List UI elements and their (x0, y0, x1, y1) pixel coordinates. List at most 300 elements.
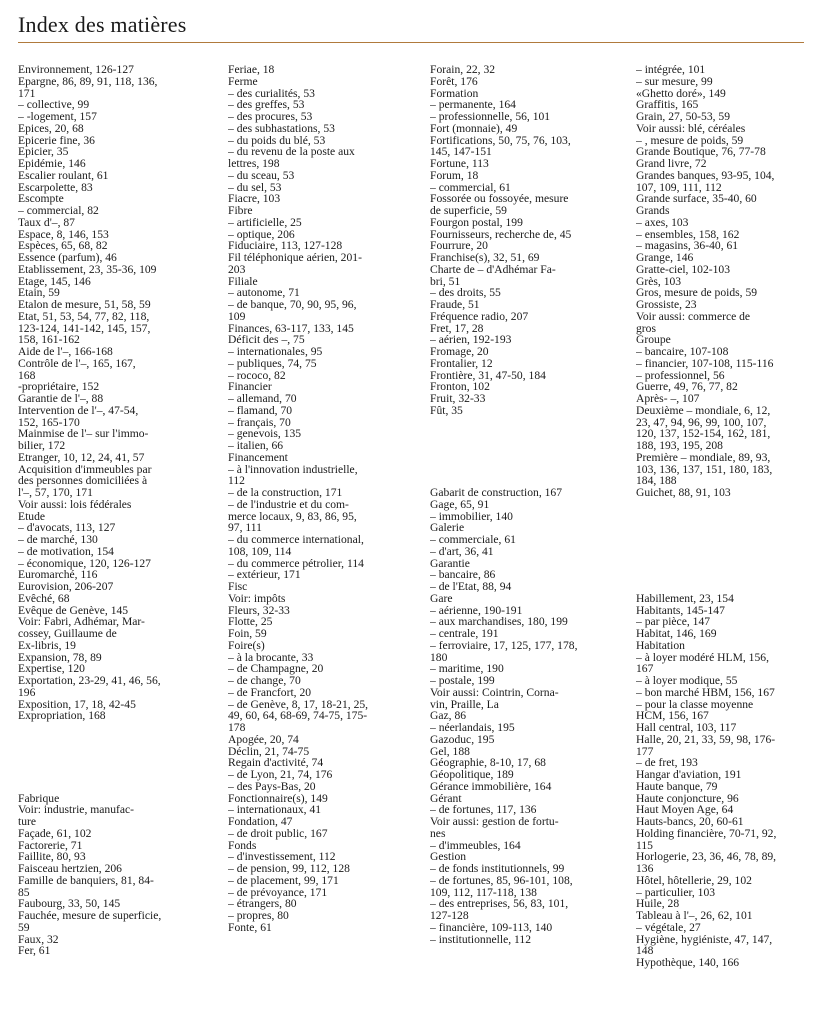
index-entry: – optique, 206 (228, 227, 295, 241)
index-entry: Voir: impôts (228, 591, 286, 605)
index-entry: Epicier, 35 (18, 145, 69, 159)
blank-line (430, 428, 602, 440)
index-entry: – d'art, 36, 41 (430, 544, 494, 558)
index-entry: Hall central, 103, 117 (636, 721, 737, 734)
index-column-2 (228, 64, 400, 1020)
index-entry: Epargne, 86, 89, 91, 118, 136, (18, 74, 158, 88)
index-entry: Groupe (636, 333, 671, 347)
index-entry: Evêché, 68 (18, 591, 70, 605)
index-entry: Fourgon postal, 199 (430, 215, 523, 229)
index-entry: Gérance immobilière, 164 (430, 779, 552, 793)
index-entry: 196 (18, 685, 36, 699)
index-entry: Grain, 27, 50-53, 59 (636, 110, 731, 123)
index-entry: – d'investissement, 112 (228, 850, 336, 864)
index-entry: Gage, 65, 91 (430, 497, 490, 511)
index-entry: Après- –, 107 (636, 392, 700, 405)
index-entry: Environnement, 126-127 (18, 64, 134, 76)
index-entry: – commerciale, 61 (430, 533, 516, 546)
blank-line (430, 440, 602, 452)
index-entry: Hangar d'aviation, 191 (636, 768, 742, 781)
index-entry: Espèces, 65, 68, 82 (18, 239, 108, 253)
index-entry: Etude (18, 509, 46, 523)
index-entry: – pour la classe moyenne (636, 697, 754, 711)
index-entry: Feriae, 18 (228, 64, 275, 76)
index-entry: Fournisseurs, recherche de, 45 (430, 227, 572, 241)
index-entry: – commercial, 61 (430, 180, 511, 194)
index-entry: – extérieur, 171 (228, 568, 301, 582)
index-entry: – néerlandais, 195 (430, 721, 515, 734)
index-column-1 (18, 64, 190, 1020)
index-entry: Grande surface, 35-40, 60 (636, 192, 757, 206)
index-entry: Escompte (18, 192, 64, 206)
index-entry: – aérien, 192-193 (430, 333, 512, 347)
index-entry: Grands (636, 204, 670, 217)
index-entry: Grossiste, 23 (636, 298, 697, 311)
index-entry: Epicerie fine, 36 (18, 133, 95, 147)
index-entry: lettres, 198 (228, 157, 280, 170)
blank-line (636, 581, 808, 593)
index-entry: Filiale (228, 274, 258, 288)
index-entry: Formation (430, 86, 479, 100)
index-entry: Fortune, 113 (430, 157, 489, 170)
index-entry: 49, 60, 64, 68-69, 74-75, 175- (228, 709, 368, 723)
index-entry: Halle, 20, 21, 33, 59, 98, 176- (636, 732, 776, 746)
index-entry: – axes, 103 (636, 215, 689, 229)
index-entry: Fibre (228, 204, 253, 217)
index-entry: – financier, 107-108, 115-116 (636, 356, 774, 370)
index-entry: – allemand, 70 (228, 392, 297, 405)
index-entry: – du poids du blé, 53 (228, 133, 326, 147)
index-entry: – -logement, 157 (18, 110, 97, 123)
index-entry: Escalier roulant, 61 (18, 168, 109, 182)
index-entry: 203 (228, 262, 246, 276)
index-entry: Faillite, 80, 93 (18, 850, 86, 864)
index-entry: Fût, 35 (430, 403, 463, 417)
index-entry: – des curialités, 53 (228, 86, 315, 100)
index-entry: – de la construction, 171 (228, 486, 343, 499)
index-entry: – de Francfort, 20 (228, 685, 312, 699)
index-entry: – du sel, 53 (228, 180, 282, 194)
index-entry: Galerie (430, 521, 465, 535)
index-entry: Grange, 146 (636, 251, 694, 264)
index-entry: Voir aussi: commerce de (636, 309, 751, 323)
index-entry: – de prévoyance, 171 (228, 885, 328, 899)
index-entry: Essence (parfum), 46 (18, 251, 117, 264)
index-entry: – de droit public, 167 (228, 826, 328, 840)
index-entry: – publiques, 74, 75 (228, 356, 317, 370)
index-entry: – intégrée, 101 (636, 64, 706, 76)
blank-line (18, 734, 190, 746)
index-entry: 145, 147-151 (430, 145, 492, 159)
index-entry: 59 (18, 920, 30, 934)
index-entry: Gel, 188 (430, 744, 470, 758)
index-entry: ture (18, 815, 37, 828)
index-entry: Faux, 32 (18, 932, 59, 946)
index-entry: Fromage, 20 (430, 345, 489, 358)
index-entry: Ex-libris, 19 (18, 638, 76, 652)
index-entry: – propres, 80 (228, 909, 289, 922)
index-entry: Grès, 103 (636, 274, 682, 288)
index-entry: Habillement, 23, 154 (636, 591, 734, 605)
index-entry: 109, 112, 117-118, 138 (430, 885, 537, 899)
index-entry: Mainmise de l'– sur l'immo- (18, 427, 149, 441)
index-entry: 148 (636, 944, 654, 958)
index-entry: Géographie, 8-10, 17, 68 (430, 756, 546, 770)
page-title: Index des matières (18, 12, 187, 37)
index-entry: Faisceau hertzien, 206 (18, 862, 122, 875)
blank-line (636, 534, 808, 546)
index-entry: Expansion, 78, 89 (18, 650, 102, 664)
index-entry: – ensembles, 158, 162 (636, 227, 740, 241)
index-entry: Garantie de l'–, 88 (18, 392, 104, 405)
index-entry: Hauts-bancs, 20, 60-61 (636, 815, 744, 828)
blank-line (636, 522, 808, 534)
index-entry: Fondation, 47 (228, 815, 293, 828)
index-entry: Fleurs, 32-33 (228, 603, 290, 617)
index-entry: gros (636, 321, 656, 335)
blank-line (18, 746, 190, 758)
index-entry: – des subhastations, 53 (228, 121, 335, 135)
index-entry: Foin, 59 (228, 627, 267, 640)
index-entry: Habitants, 145-147 (636, 603, 725, 617)
index-entry: 188, 193, 195, 208 (636, 439, 723, 452)
index-entry: – du commerce international, (228, 533, 364, 546)
index-entry: Gérant (430, 791, 462, 805)
index-entry: Fréquence radio, 207 (430, 309, 529, 323)
index-entry: 115 (636, 838, 653, 852)
index-entry: 184, 188 (636, 474, 677, 488)
index-entry: – du sceau, 53 (228, 168, 295, 182)
index-entry: – économique, 120, 126-127 (18, 556, 151, 570)
index-entry: Escarpolette, 83 (18, 180, 93, 194)
index-entry: de superficie, 59 (430, 204, 507, 217)
index-entry: Habitation (636, 638, 685, 652)
page-header (18, 8, 804, 43)
index-entry: Voir aussi: gestion de fortu- (430, 815, 559, 828)
index-entry: Fraude, 51 (430, 298, 480, 311)
blank-line (18, 722, 190, 734)
index-entry: – collective, 99 (18, 98, 90, 112)
index-entry: – bancaire, 86 (430, 568, 496, 582)
index-entry: Espace, 8, 146, 153 (18, 227, 109, 241)
index-entry: – italien, 66 (228, 439, 284, 452)
index-entry: 178 (228, 721, 246, 734)
index-entry: Finances, 63-117, 133, 145 (228, 321, 354, 335)
index-entry: Charte de – d'Adhémar Fa- (430, 262, 556, 276)
index-entry: Gratte-ciel, 102-103 (636, 262, 731, 276)
blank-line (18, 769, 190, 781)
index-entry: – sur mesure, 99 (636, 74, 713, 88)
index-entry: «Ghetto doré», 149 (636, 86, 726, 100)
index-entry: – autonome, 71 (228, 286, 300, 300)
index-entry: – , mesure de poids, 59 (636, 133, 744, 147)
index-entry: Grande Boutique, 76, 77-78 (636, 145, 766, 159)
index-entry: 171 (18, 86, 36, 100)
index-entry: Financement (228, 450, 288, 464)
index-entry: Gros, mesure de poids, 59 (636, 286, 758, 300)
index-entry: Fauchée, mesure de superficie, (18, 909, 162, 922)
index-entry: 23, 47, 94, 96, 99, 100, 107, (636, 415, 767, 429)
index-entry: Exposition, 17, 18, 42-45 (18, 697, 136, 711)
index-entry: – de Champagne, 20 (228, 662, 324, 676)
index-entry: Gaz, 86 (430, 709, 467, 723)
index-entry: Grandes banques, 93-95, 104, (636, 168, 775, 182)
index-entry: Fabrique (18, 791, 60, 805)
index-entry: – aux marchandises, 180, 199 (430, 615, 568, 629)
index-entry: – internationaux, 41 (228, 803, 322, 817)
index-entry: – des Pays-Bas, 20 (228, 779, 316, 793)
index-entry: – particulier, 103 (636, 885, 716, 899)
index-entry: Flotte, 25 (228, 615, 273, 629)
index-entry: Fisc (228, 580, 248, 593)
index-entry: Fer, 61 (18, 944, 51, 958)
index-entry: Forum, 18 (430, 168, 479, 182)
index-entry: – des entreprises, 56, 83, 101, (430, 897, 569, 911)
index-entry: Horlogerie, 23, 36, 46, 78, 89, (636, 850, 777, 864)
index-entry: 152, 165-170 (18, 415, 80, 429)
index-entry: Etain, 59 (18, 286, 60, 300)
index-entry: Hygiène, hygiéniste, 47, 147, (636, 932, 773, 946)
index-entry: 109 (228, 309, 246, 323)
index-entry: – d'avocats, 113, 127 (18, 521, 116, 535)
index-entry: Voir: Fabri, Adhémar, Mar- (18, 615, 145, 629)
index-entry: Famille de banquiers, 81, 84- (18, 873, 154, 887)
index-entry: HCM, 156, 167 (636, 709, 709, 723)
blank-line (636, 569, 808, 581)
index-entry: – institutionnelle, 112 (430, 932, 532, 946)
index-column-4 (636, 64, 808, 1020)
index-entry: Huile, 28 (636, 897, 680, 911)
index-entry: Fruit, 32-33 (430, 392, 486, 405)
index-entry: Contrôle de l'–, 165, 167, (18, 356, 136, 370)
index-entry: – de pension, 99, 112, 128 (228, 862, 350, 875)
index-entry: Fortifications, 50, 75, 76, 103, (430, 133, 571, 147)
index-entry: – magasins, 36-40, 61 (636, 239, 739, 253)
index-entry: nes (430, 826, 446, 840)
index-entry: – commercial, 82 (18, 204, 99, 217)
index-entry: Fourrure, 20 (430, 239, 488, 253)
index-entry: Gabarit de construction, 167 (430, 486, 563, 499)
index-entry: Franchise(s), 32, 51, 69 (430, 251, 540, 264)
index-entry: Taux d'–, 87 (18, 215, 75, 229)
index-entry: – étrangers, 80 (228, 897, 297, 911)
index-entry: Forêt, 176 (430, 74, 478, 88)
index-entry: Gazoduc, 195 (430, 732, 495, 746)
index-entry: Forain, 22, 32 (430, 64, 496, 76)
index-entry: 108, 109, 114 (228, 544, 292, 558)
index-entry: 180 (430, 650, 448, 664)
index-entry: Fronton, 102 (430, 380, 490, 394)
index-entry: Fiduciaire, 113, 127-128 (228, 239, 343, 253)
index-entry: Haute conjoncture, 96 (636, 791, 739, 805)
index-entry: Regain d'activité, 74 (228, 756, 324, 770)
index-entry: Etage, 145, 146 (18, 274, 91, 288)
index-entry: Garantie (430, 556, 470, 570)
index-entry: Façade, 61, 102 (18, 826, 92, 840)
index-entry: Voir: industrie, manufac- (18, 803, 135, 817)
index-entry: Guichet, 88, 91, 103 (636, 486, 731, 499)
index-entry: 120, 137, 152-154, 162, 181, (636, 427, 771, 441)
index-entry: Frontalier, 12 (430, 356, 493, 370)
index-entry: Faubourg, 33, 50, 145 (18, 897, 121, 911)
index-entry: – postale, 199 (430, 674, 495, 687)
index-entry: – de fortunes, 85, 96-101, 108, (430, 873, 573, 887)
index-entry: – ferroviaire, 17, 125, 177, 178, (430, 638, 578, 652)
index-entry: Voir aussi: blé, céréales (636, 121, 746, 135)
index-entry: 97, 111 (228, 521, 262, 535)
index-entry: – végétale, 27 (636, 920, 701, 934)
index-entry: 107, 109, 111, 112 (636, 180, 722, 194)
index-entry: – à la brocante, 33 (228, 650, 314, 664)
index-entry: – de fonds institutionnels, 99 (430, 862, 565, 875)
index-entry: – immobilier, 140 (430, 509, 513, 523)
index-entry: Expertise, 120 (18, 662, 85, 676)
index-entry: Factorerie, 71 (18, 838, 83, 852)
blank-line (636, 499, 808, 511)
index-entry: Epidémie, 146 (18, 157, 86, 170)
index-entry: Voir aussi: Cointrin, Corna- (430, 685, 559, 699)
index-entry: 127-128 (430, 909, 469, 922)
index-entry: Hypothèque, 140, 166 (636, 956, 740, 969)
index-entry: bilier, 172 (18, 439, 66, 452)
index-entry: 177 (636, 744, 654, 758)
index-entry: Fort (monnaie), 49 (430, 121, 518, 135)
index-entry: Déclin, 21, 74-75 (228, 744, 310, 758)
index-entry: 136 (636, 862, 654, 875)
index-entry: Frontière, 31, 47-50, 184 (430, 368, 546, 382)
index-entry: Hôtel, hôtellerie, 29, 102 (636, 873, 752, 887)
index-entry: Holding financière, 70-71, 92, (636, 826, 777, 840)
index-entry: – de marché, 130 (18, 533, 98, 546)
index-entry: – aérienne, 190-191 (430, 603, 523, 617)
index-entry: Fonctionnaire(s), 149 (228, 791, 328, 805)
index-entry: Financier (228, 380, 272, 394)
index-entry: – de motivation, 154 (18, 544, 114, 558)
index-entry: – de banque, 70, 90, 95, 96, (228, 298, 357, 311)
index-entry: – flamand, 70 (228, 403, 293, 417)
index-entry: – à loyer modéré HLM, 156, (636, 650, 769, 664)
index-entry: Etalon de mesure, 51, 58, 59 (18, 298, 151, 311)
index-entry: – du commerce pétrolier, 114 (228, 556, 364, 570)
blank-line (430, 452, 602, 464)
index-entry: 123-124, 141-142, 145, 157, (18, 321, 151, 335)
index-entry: Gestion (430, 850, 467, 864)
index-entry: 112 (228, 474, 245, 488)
index-entry: – de change, 70 (228, 674, 301, 687)
index-entry: – professionnel, 56 (636, 368, 725, 382)
index-entry: – permanente, 164 (430, 98, 516, 112)
index-entry: Etranger, 10, 12, 24, 41, 57 (18, 450, 145, 464)
index-entry: – de l'industrie et du com- (228, 497, 349, 511)
index-entry: Tableau à l'–, 26, 62, 101 (636, 909, 753, 922)
index-entry: Fil téléphonique aérien, 201- (228, 251, 362, 264)
index-entry: Grand livre, 72 (636, 157, 707, 170)
index-entry: – d'immeubles, 164 (430, 838, 521, 852)
index-entry: 85 (18, 885, 30, 899)
index-entry: – à l'innovation industrielle, (228, 462, 358, 476)
index-column-3 (430, 64, 602, 1020)
index-entry: – bon marché HBM, 156, 167 (636, 685, 775, 699)
blank-line (430, 417, 602, 429)
blank-line (636, 546, 808, 558)
index-entry: Foire(s) (228, 638, 265, 652)
index-entry: 168 (18, 368, 36, 382)
index-entry: Ferme (228, 74, 258, 88)
index-entry: -propriétaire, 152 (18, 380, 100, 394)
index-entry: l'–, 57, 170, 171 (18, 486, 93, 499)
index-entry: Etablissement, 23, 35-36, 109 (18, 262, 157, 276)
index-entry: – genevois, 135 (228, 427, 302, 441)
index-entry: Fonte, 61 (228, 920, 272, 934)
index-entry: Première – mondiale, 89, 93, (636, 450, 771, 464)
index-entry: Aide de l'–, 166-168 (18, 345, 113, 358)
index-entry: – rococo, 82 (228, 368, 286, 382)
blank-line (636, 511, 808, 523)
index-entry: – maritime, 190 (430, 662, 504, 676)
index-entry: – du revenu de la poste aux (228, 145, 355, 159)
index-entry: – des procures, 53 (228, 110, 313, 123)
index-entry: Expropriation, 168 (18, 709, 106, 723)
index-entry: – internationales, 95 (228, 345, 323, 358)
index-entry: – artificielle, 25 (228, 215, 302, 229)
index-entry: Acquisition d'immeubles par (18, 462, 152, 476)
index-entry: – centrale, 191 (430, 627, 499, 640)
index-entry: – à loyer modique, 55 (636, 674, 738, 687)
index-entry: Guerre, 49, 76, 77, 82 (636, 380, 738, 394)
index-entry: Intervention de l'–, 47-54, (18, 403, 139, 417)
index-entry: merce locaux, 9, 83, 86, 95, (228, 509, 357, 523)
blank-line (430, 464, 602, 476)
index-entry: Etat, 51, 53, 54, 77, 82, 118, (18, 309, 150, 323)
index-entry: Haute banque, 79 (636, 779, 718, 793)
index-entry: 167 (636, 662, 654, 676)
index-entry: – de Genève, 8, 17, 18-21, 25, (228, 697, 369, 711)
index-entry: Deuxième – mondiale, 6, 12, (636, 403, 771, 417)
index-entry: cossey, Guillaume de (18, 627, 117, 640)
index-entry: Fossorée ou fossoyée, mesure (430, 192, 569, 206)
index-entry: des personnes domiciliées à (18, 474, 148, 488)
index-entry: – français, 70 (228, 415, 291, 429)
index-entry: Euromarché, 116 (18, 568, 98, 582)
index-entry: Fiacre, 103 (228, 192, 281, 206)
index-entry: Epices, 20, 68 (18, 121, 84, 135)
index-entry: bri, 51 (430, 274, 461, 288)
index-entry: – de Lyon, 21, 74, 176 (228, 768, 333, 781)
index-entry: 158, 161-162 (18, 333, 80, 347)
index-entry: – bancaire, 107-108 (636, 345, 729, 358)
index-entry: – des droits, 55 (430, 286, 501, 300)
index-entry: Exportation, 23-29, 41, 46, 56, (18, 674, 161, 687)
index-entry: – professionnelle, 56, 101 (430, 110, 551, 123)
index-entry: – de fortunes, 117, 136 (430, 803, 537, 817)
index-entry: Fret, 17, 28 (430, 321, 484, 335)
index-entry: Apogée, 20, 74 (228, 732, 299, 746)
index-entry: 103, 136, 137, 151, 180, 183, (636, 462, 773, 476)
index-entry: Haut Moyen Age, 64 (636, 803, 734, 817)
index-entry: Evêque de Genève, 145 (18, 603, 129, 617)
index-entry: – financière, 109-113, 140 (430, 920, 553, 934)
index-entry: – de l'Etat, 88, 94 (430, 580, 512, 593)
index-entry: Habitat, 146, 169 (636, 627, 717, 640)
index-entry: – par pièce, 147 (636, 615, 711, 629)
index-entry: Graffitis, 165 (636, 98, 699, 112)
index-entry: Déficit des –, 75 (228, 333, 305, 347)
blank-line (18, 757, 190, 769)
index-entry: vin, Praille, La (430, 697, 499, 711)
index-entry: – de fret, 193 (636, 756, 698, 770)
blank-line (636, 558, 808, 570)
index-entry: Fonds (228, 838, 257, 852)
